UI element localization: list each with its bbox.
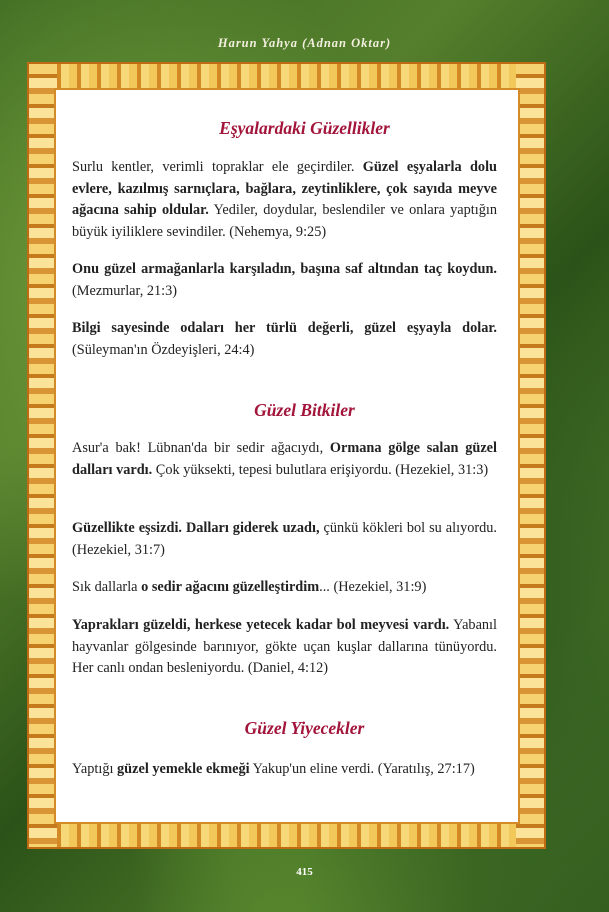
text: Yabanıl hayvanlar gölgesinde barınıyor, gökte uçan kuşlar dallarına tünüyordu. Her canlı ondan besleniyordu. (Daniel, 4:12) [72,617,498,676]
text: Çok yüksekti, tepesi bulutlara erişiyordu. (Hezekiel, 31:3) [152,461,489,478]
section-title: Eşyalardaki Güzellikler [219,118,390,138]
bold-text: Ormana gölge salan güzel dalları vardı. [72,440,497,478]
paragraph [72,318,497,361]
section-title: Güzel Yiyecekler [244,718,365,738]
text: Yakup'un eline verdi. (Yaratılış, 27:17) [249,761,475,777]
text: Surlu kentler, verimli topraklar ele geçirdiler. [72,159,363,175]
paragraph [72,759,497,781]
page-number: 415 [296,866,313,878]
text: Sık dallarla [72,579,142,595]
paragraph [72,577,497,599]
bold-text: o sedir ağacını güzelleştirdim [141,579,320,595]
bold-text: Bilgi sayesinde odaları her türlü değerli, güzel eşyayla dolar. [72,320,497,336]
paragraph [72,518,497,561]
text: (Süleyman'ın Özdeyişleri, 24:4) [72,341,255,358]
running-header: Harun Yahya (Adnan Oktar) [217,36,392,50]
text: (Mezmurlar, 21:3) [72,282,178,299]
paragraph [72,615,497,680]
paragraph [72,157,497,243]
text: çünkü kökleri bol su alıyordu. (Hezekiel, 31:7) [72,520,497,558]
paragraph [72,438,497,481]
bold-text: Güzellikte eşsizdi. Dalları giderek uzadı, [72,520,320,536]
text: Yaptığı [72,761,118,777]
section-title: Güzel Bitkiler [254,400,355,420]
paragraph [72,259,497,302]
bold-text: Güzel eşyalarla dolu evlere, kazılmış sarnıçlara, bağlara, zeytinliklere, çok sayıda meyve ağacına sahip oldular. [72,159,497,218]
text: Asur'a bak! Lübnan'da bir sedir ağacıydı, [72,440,330,456]
text: Yediler, doydular, beslendiler ve onlara yaptığın büyük iyiliklere sevindiler. (Nehemya, 9:25) [72,202,497,240]
bold-text: güzel yemekle ekmeği [117,761,250,777]
bold-text: Onu güzel armağanlarla karşıladın, başına saf altından taç koydun. [72,261,497,277]
bold-text: Yaprakları güzeldi, herkese yetecek kadar bol meyvesi vardı. [72,617,450,633]
text: ... (Hezekiel, 31:9) [319,579,427,595]
